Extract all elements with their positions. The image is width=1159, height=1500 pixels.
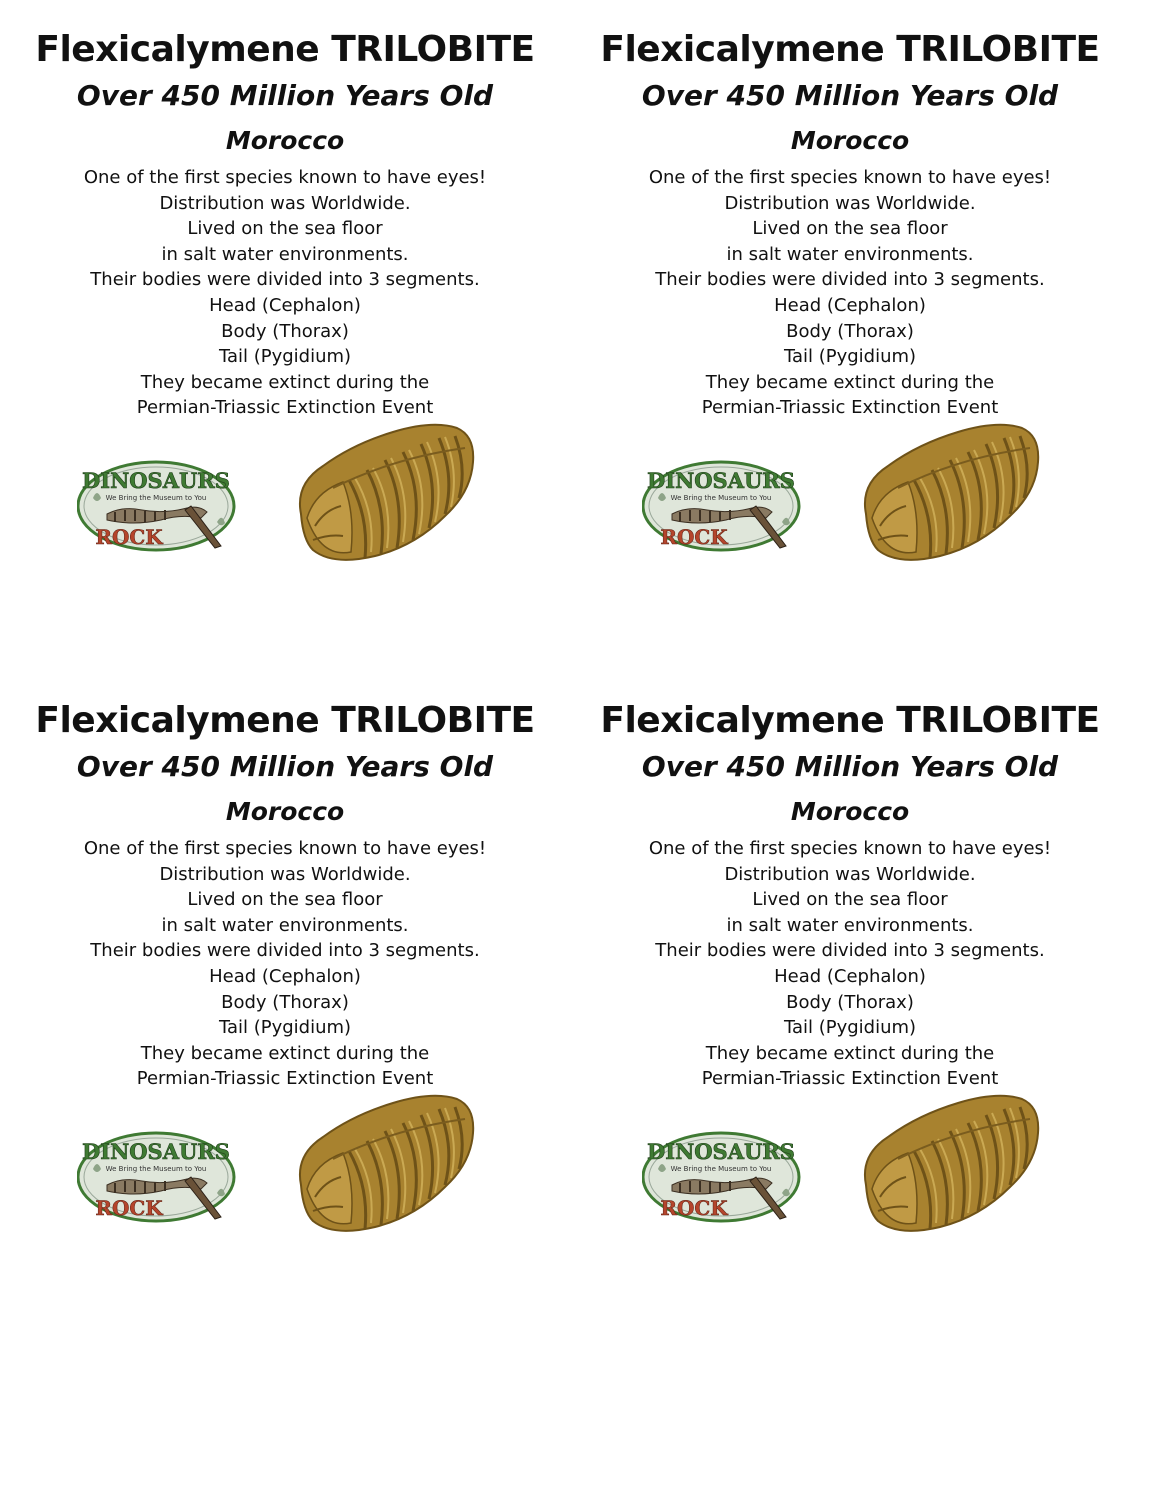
fact-line: Lived on the sea floor (187, 889, 383, 911)
svg-text:ROCK: ROCK (95, 1196, 163, 1220)
fact-line: Distribution was Worldwide. (724, 863, 976, 885)
card-title: Flexicalymene TRILOBITE (35, 700, 535, 741)
facts-list (15, 836, 555, 1092)
fact-line: They became extinct during the (705, 1042, 995, 1064)
fact-line: in salt water environments. (726, 914, 974, 936)
fact-line: One of the first species known to have eyes! (83, 167, 487, 188)
card-origin: Morocco (790, 797, 910, 826)
fact-line: Their bodies were divided into 3 segments. (90, 269, 480, 291)
fact-line: Head (Cephalon) (774, 294, 926, 316)
fact-line: Lived on the sea floor (187, 218, 383, 240)
trilobite-fossil-photo-icon (293, 422, 478, 570)
fact-line: Head (Cephalon) (209, 294, 361, 316)
fact-line: Tail (Pygidium) (218, 1017, 352, 1039)
fact-line: Head (Cephalon) (209, 965, 361, 987)
trilobite-label-card (580, 695, 1120, 1295)
svg-text:ROCK: ROCK (660, 525, 728, 549)
svg-text:We Bring the Museum to You: We Bring the Museum to You (105, 1165, 207, 1173)
fact-line: Permian-Triassic Extinction Event (701, 1068, 999, 1090)
trilobite-label-card (580, 24, 1120, 624)
card-title: Flexicalymene TRILOBITE (600, 700, 1100, 741)
fact-line: They became extinct during the (140, 371, 430, 393)
fact-line: Permian-Triassic Extinction Event (136, 1068, 434, 1090)
fact-line: Distribution was Worldwide. (159, 863, 411, 885)
fact-line: in salt water environments. (161, 243, 409, 265)
fact-line: Lived on the sea floor (752, 889, 948, 911)
fact-line: Tail (Pygidium) (783, 346, 917, 368)
fact-line: Permian-Triassic Extinction Event (136, 397, 434, 419)
fact-line: One of the first species known to have eyes! (648, 167, 1052, 188)
card-subtitle: Over 450 Million Years Old (76, 79, 494, 112)
fact-line: They became extinct during the (140, 1042, 430, 1064)
svg-text:ROCK: ROCK (660, 1196, 728, 1220)
fact-line: Their bodies were divided into 3 segments. (655, 269, 1045, 291)
facts-list (580, 836, 1120, 1092)
fact-line: Body (Thorax) (221, 991, 349, 1013)
fact-line: Distribution was Worldwide. (724, 192, 976, 214)
fact-line: Permian-Triassic Extinction Event (701, 397, 999, 419)
dinosaurs-rock-logo-icon (77, 452, 239, 564)
fact-line: Body (Thorax) (786, 320, 914, 342)
svg-text:ROCK: ROCK (95, 525, 163, 549)
fact-line: One of the first species known to have eyes! (83, 838, 487, 859)
svg-text:DINOSAURS: DINOSAURS (647, 468, 795, 493)
fact-line: Lived on the sea floor (752, 218, 948, 240)
card-title: Flexicalymene TRILOBITE (600, 29, 1100, 70)
card-subtitle: Over 450 Million Years Old (641, 750, 1059, 783)
card-subtitle: Over 450 Million Years Old (76, 750, 494, 783)
dinosaurs-rock-logo-icon (642, 1123, 804, 1235)
fact-line: in salt water environments. (726, 243, 974, 265)
card-origin: Morocco (790, 126, 910, 155)
card-origin: Morocco (225, 126, 345, 155)
fact-line: Body (Thorax) (221, 320, 349, 342)
svg-text:We Bring the Museum to You: We Bring the Museum to You (670, 1165, 772, 1173)
svg-text:We Bring the Museum to You: We Bring the Museum to You (670, 494, 772, 502)
fact-line: in salt water environments. (161, 914, 409, 936)
fact-line: They became extinct during the (705, 371, 995, 393)
svg-text:We Bring the Museum to You: We Bring the Museum to You (105, 494, 207, 502)
fact-line: Head (Cephalon) (774, 965, 926, 987)
trilobite-fossil-photo-icon (293, 1093, 478, 1241)
dinosaurs-rock-logo-icon (77, 1123, 239, 1235)
fact-line: Their bodies were divided into 3 segments. (90, 940, 480, 962)
svg-text:DINOSAURS: DINOSAURS (647, 1139, 795, 1164)
card-title: Flexicalymene TRILOBITE (35, 29, 535, 70)
trilobite-fossil-photo-icon (858, 1093, 1043, 1241)
facts-list (580, 165, 1120, 421)
trilobite-fossil-photo-icon (858, 422, 1043, 570)
card-origin: Morocco (225, 797, 345, 826)
trilobite-label-card (15, 24, 555, 624)
svg-text:DINOSAURS: DINOSAURS (82, 1139, 230, 1164)
facts-list (15, 165, 555, 421)
fact-line: Distribution was Worldwide. (159, 192, 411, 214)
trilobite-label-card (15, 695, 555, 1295)
fact-line: Tail (Pygidium) (218, 346, 352, 368)
fact-line: Body (Thorax) (786, 991, 914, 1013)
svg-text:DINOSAURS: DINOSAURS (82, 468, 230, 493)
fact-line: Their bodies were divided into 3 segments. (655, 940, 1045, 962)
fact-line: One of the first species known to have eyes! (648, 838, 1052, 859)
fact-line: Tail (Pygidium) (783, 1017, 917, 1039)
card-subtitle: Over 450 Million Years Old (641, 79, 1059, 112)
dinosaurs-rock-logo-icon (642, 452, 804, 564)
